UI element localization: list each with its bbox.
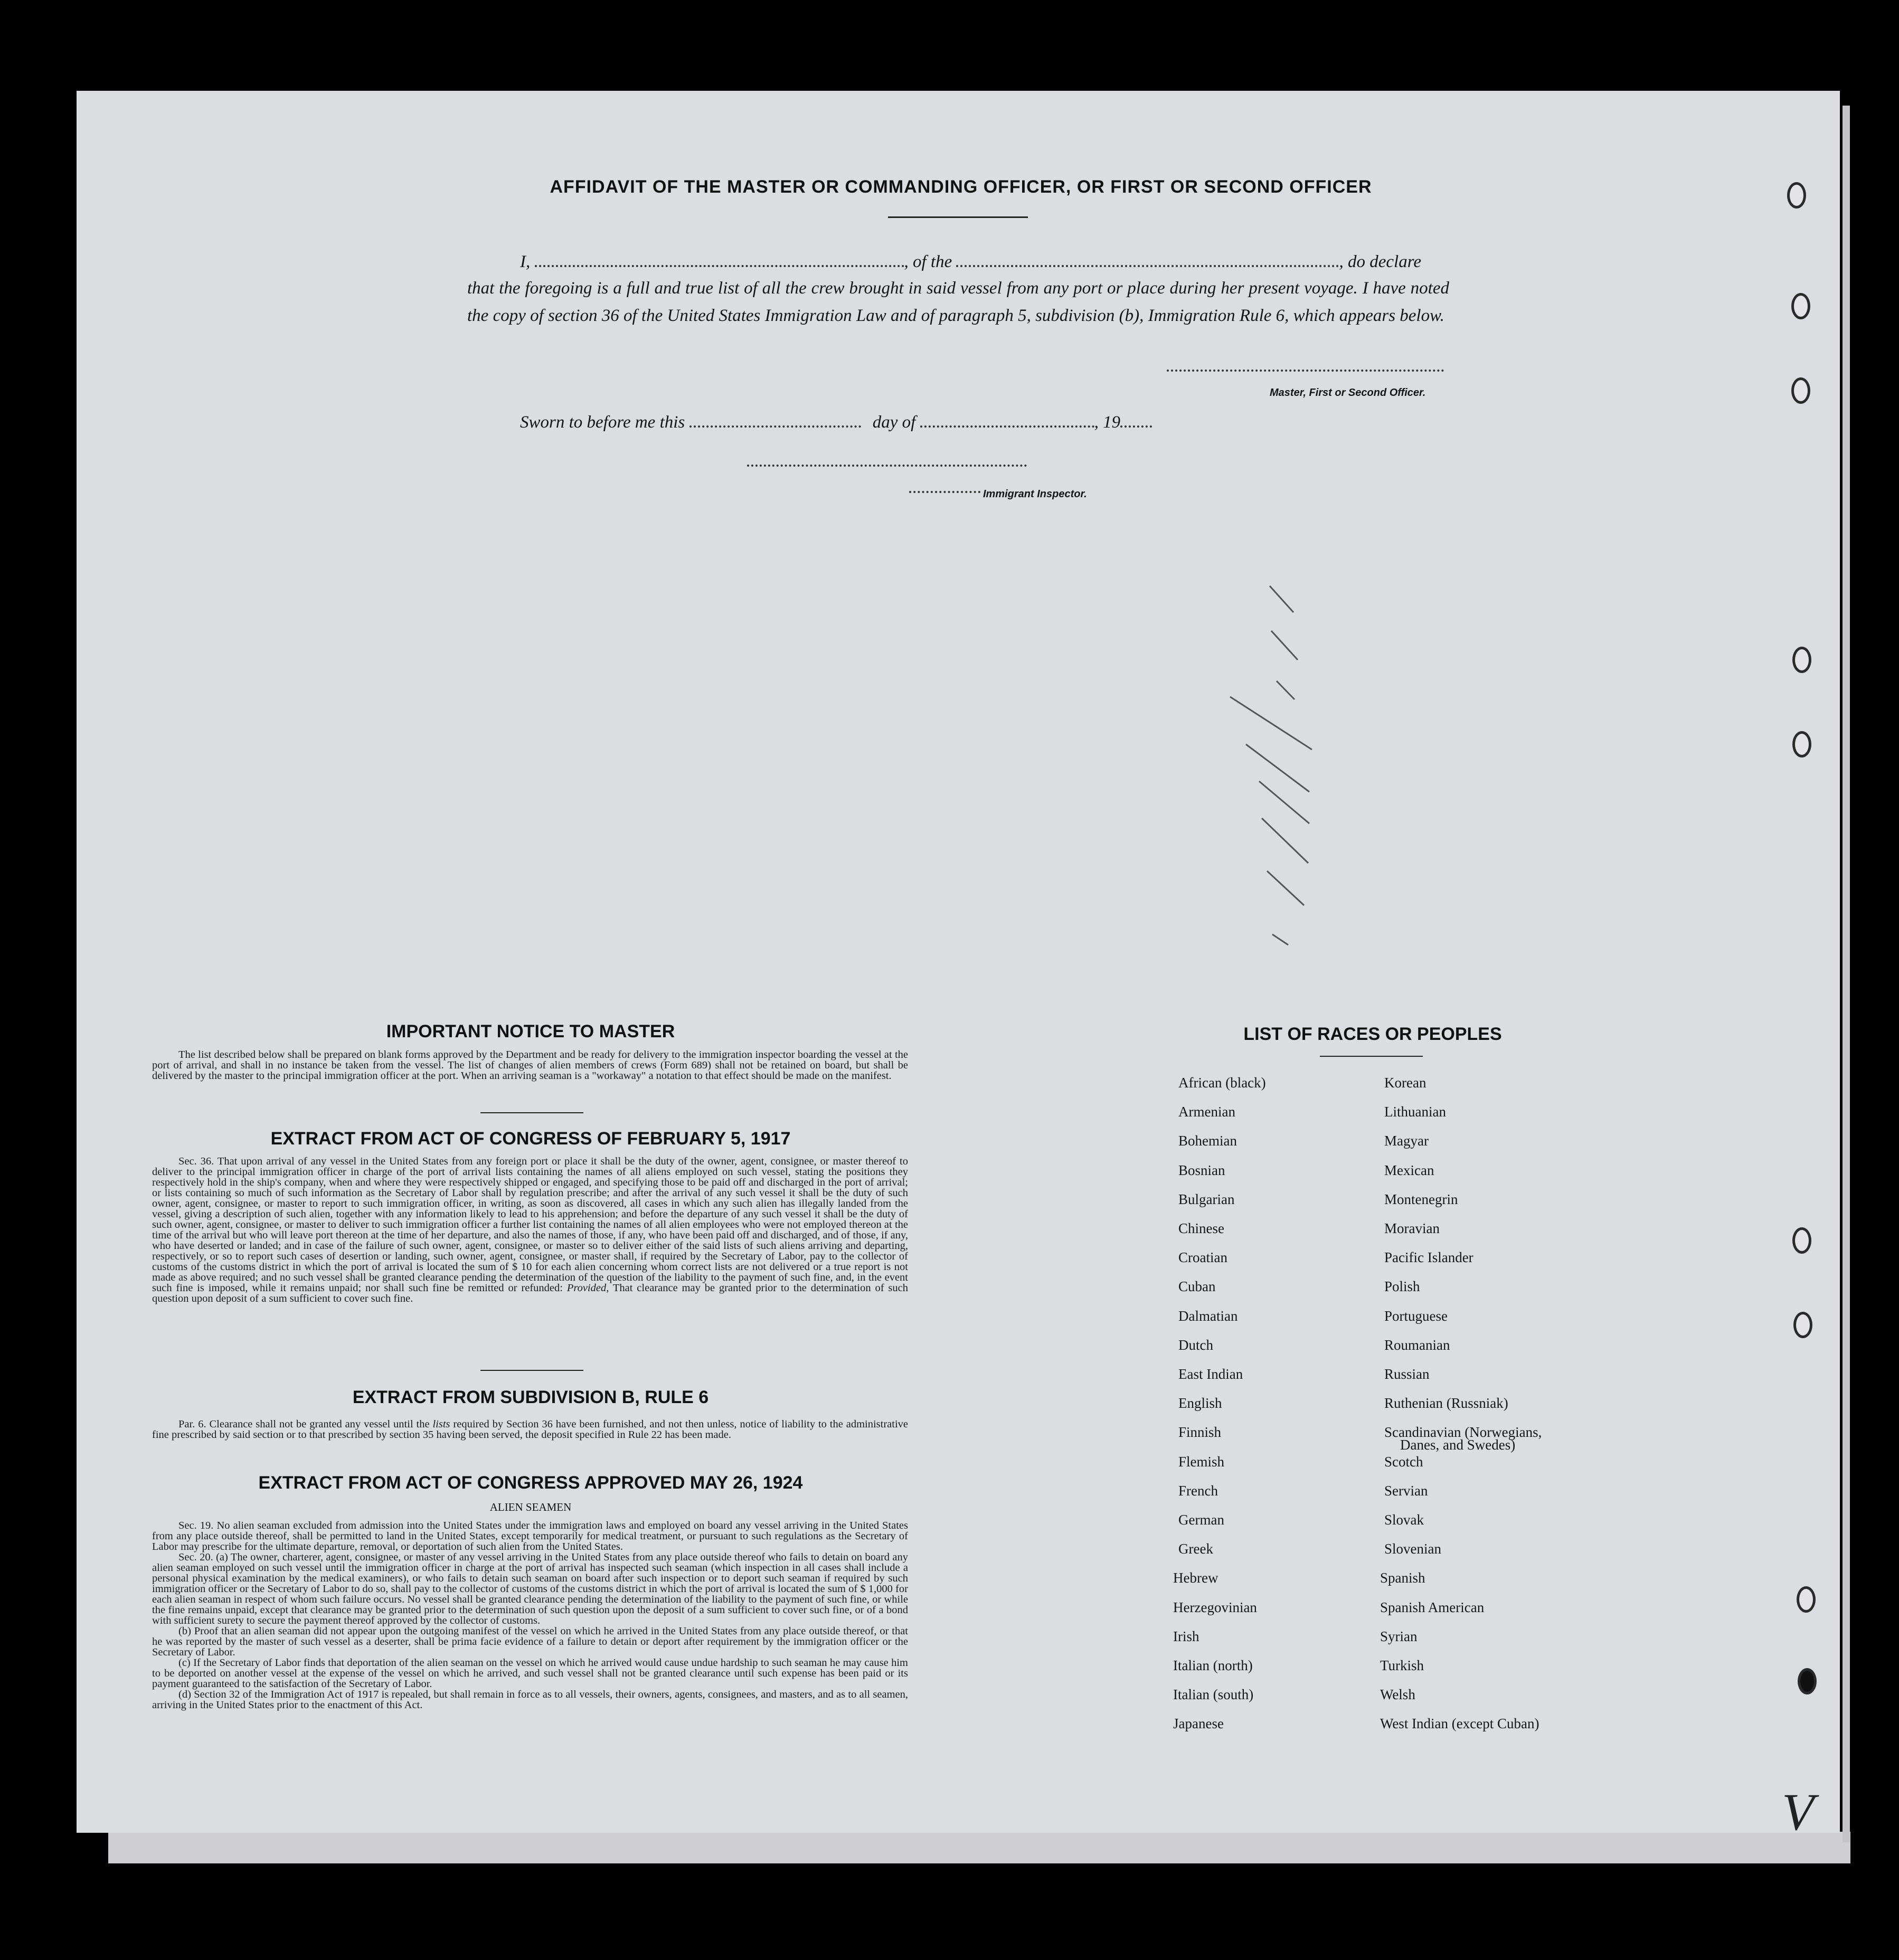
i-label: I, <box>520 252 531 271</box>
binder-hole <box>1792 1227 1811 1254</box>
notice-body <box>152 1049 908 1081</box>
pencil-stroke <box>1271 631 1298 660</box>
race-item: Cuban <box>1178 1279 1216 1295</box>
race-item: Italian (south) <box>1173 1687 1254 1703</box>
affidavit-body <box>467 274 1449 329</box>
notice-text: The list described below shall be prepared on blank forms approved by the Department and be ready for delivery to the immigration inspector boarding the vessel at the port of arrival, and shall in no instance be taken from the vessel. The list of changes of alien members of crews (Form 689) shall not be retained on board, but shall be delivered by the master to the principal immigration officer at the port. When an arriving seaman is a "workaway" a notation to that effect should be made on the manifest. <box>152 1049 908 1082</box>
race-item: Montenegrin <box>1384 1191 1458 1207</box>
race-item: Spanish American <box>1380 1599 1485 1615</box>
race-item: Slovak <box>1384 1512 1424 1528</box>
race-item: Welsh <box>1380 1687 1415 1703</box>
sec36-text: Sec. 36. That upon arrival of any vessel in the United States from any foreign port or place it shall be the duty of the owner, agent, consignee, or master thereof to deliver to the principal immigration officer in charge of the port of arrival lists containing the names of all aliens employed on such vessel, stating the positions they respectively hold in the ship's company, when and where they were respectively shipped or engaged, and specifying those to be paid off and discharged in the port of arrival; or lists containing so much of such information as the Secretary of Labor shall by regulation prescribe; and after the arrival of any such vessel it shall be the duty of such owner, agent, consignee, or master to report to such immigration officer, in writing, as soon as discovered, all cases in which any such alien has illegally landed from the vessel, giving a description of such alien, together with any information likely to lead to his apprehension; and before the departure of any such vessel it shall be the duty of such owner, agent, consignee, or master to deliver to such immigration officer a further list containing the names of all alien employees who were not employed thereon at the time of the arrival but who will leave port thereon at the time of her departure, and also the names of those, if any, who have been paid off and discharged, and of those, if any, who have deserted or landed; and in case of the failure of such owner, agent, consignee, or master so to deliver either of the said lists of such aliens arriving and departing, respectively, or so to report such cases of desertion or landing, such owner, agent, consignee, or master shall, if required by the Secretary of Labor, pay to the collector of customs of the customs district in which the port of arrival is located the sum of $ 10 for each alien concerning whom correct lists are not delivered or a true report is not made as above required; and no such vessel shall be granted clearance pending the determination of the question of the liability to the payment of such fine, and, in the event such fine is imposed, while it remains unpaid; nor shall such fine be remitted or refunded: <box>152 1156 908 1294</box>
sworn-year-field[interactable] <box>1120 425 1152 428</box>
pencil-stroke <box>1272 934 1288 945</box>
race-item: Servian <box>1384 1482 1428 1499</box>
race-item: Croatian <box>1178 1249 1227 1266</box>
pencil-stroke <box>1262 818 1308 863</box>
race-item: Polish <box>1384 1279 1420 1295</box>
sworn-day-field[interactable] <box>689 425 861 428</box>
pencil-stroke <box>1259 781 1309 823</box>
par6-text-end: required by Section 36 have been furnished, and not then unless, notice of liability to the administrative fine prescribed by said section or to that prescribed by section 35 having been served, the deposit specified in Rule 22 has been made. <box>152 1418 909 1441</box>
binder-hole <box>1793 1312 1812 1338</box>
extract-1917-title: EXTRACT FROM ACT OF CONGRESS OF FEBRUARY 5, 1917 <box>270 1129 791 1149</box>
race-item: West Indian (except Cuban) <box>1380 1716 1539 1732</box>
underlying-sheet <box>108 1832 1850 1863</box>
pencil-stroke <box>1277 681 1295 699</box>
race-item: Pacific Islander <box>1384 1249 1473 1266</box>
page-edge <box>1843 106 1850 1842</box>
race-item: Scotch <box>1384 1453 1423 1470</box>
race-item-continuation: Danes, and Swedes) <box>1400 1437 1516 1453</box>
section-rule <box>480 1370 583 1371</box>
race-item: German <box>1178 1512 1224 1528</box>
affidavit-title-rule <box>888 216 1028 218</box>
race-item: Lithuanian <box>1384 1104 1446 1120</box>
race-item: Chinese <box>1178 1220 1224 1236</box>
master-signature-field[interactable] <box>1167 370 1444 372</box>
race-item: Bohemian <box>1178 1133 1237 1149</box>
sworn-line <box>520 413 1152 432</box>
race-item: Finnish <box>1178 1424 1222 1441</box>
extract-1924-title: EXTRACT FROM ACT OF CONGRESS APPROVED MAY 26, 1924 <box>258 1473 803 1493</box>
race-item: Russian <box>1384 1366 1430 1382</box>
race-item: Japanese <box>1173 1716 1224 1732</box>
race-item: English <box>1178 1395 1222 1412</box>
binder-hole <box>1797 1586 1816 1613</box>
binder-hole <box>1792 647 1811 673</box>
binder-hole <box>1792 731 1811 758</box>
sec36-text-end: That clearance may be granted prior to the determination of such question upon deposit of a sum sufficient to cover such fine. <box>152 1282 909 1304</box>
race-item: Herzegovinian <box>1173 1599 1257 1615</box>
race-item: Spanish <box>1380 1570 1425 1586</box>
lists-word: lists <box>432 1418 450 1430</box>
handwritten-check-mark <box>1782 1782 1814 1842</box>
sec20b-text: (b) Proof that an alien seaman did not appear upon the outgoing manifest of the vessel on which he arrived in the United States from any place outside thereof, or that he was reported by the master of such vessel as a deserter, shall be prima facie evidence of a failure to detain or deport after requirement by the immigration officer or the Secretary of Labor. <box>152 1625 908 1658</box>
inspector-prefix-field[interactable] <box>909 491 980 493</box>
race-item: Magyar <box>1384 1133 1429 1149</box>
day-of-label: day of <box>872 413 916 432</box>
race-item: Mexican <box>1384 1162 1434 1178</box>
notice-title: IMPORTANT NOTICE TO MASTER <box>386 1021 675 1041</box>
race-item: Italian (north) <box>1173 1658 1253 1673</box>
pencil-strokes <box>1214 575 1330 987</box>
sworn-month-field[interactable] <box>920 425 1094 428</box>
race-item: Roumanian <box>1384 1337 1450 1353</box>
alien-seamen-subtitle: ALIEN SEAMEN <box>489 1501 572 1513</box>
race-item: Irish <box>1173 1628 1199 1644</box>
race-item: Bulgarian <box>1178 1191 1235 1207</box>
extract-1924-body <box>152 1520 908 1710</box>
sec19-text: Sec. 19. No alien seaman excluded from admission into the United States under the immigration laws and employed on board any vessel arriving in the United States from any place outside thereof, shall be permitted to land in the United States, except temporarily for medical treatment, or pursuant to such regulations as the Secretary of Labor may prescribe for the ultimate departure, removal, or deportation of such alien from the United States. <box>152 1520 908 1552</box>
check-mark-text: V <box>1782 1783 1815 1841</box>
vessel-name-field[interactable] <box>956 265 1339 267</box>
race-item: Scandinavian (Norwegians, <box>1384 1424 1542 1441</box>
inspector-caption: Immigrant Inspector. <box>983 488 1087 500</box>
sec20d-text: (d) Section 32 of the Immigration Act of 1917 is repealed, but shall remain in force as to all vessels, their owners, agents, consignees, and masters, and as to all seamen, arriving in the United States prior to the enactment of this Act. <box>152 1689 908 1711</box>
race-item: Turkish <box>1380 1658 1424 1673</box>
race-item: Hebrew <box>1173 1570 1218 1586</box>
race-item: Flemish <box>1178 1453 1225 1470</box>
binder-hole <box>1791 377 1810 404</box>
pencil-stroke <box>1270 586 1293 612</box>
sec20a-text: Sec. 20. (a) The owner, charterer, agent, consignee, or master of any vessel arriving in the United States from any place outside thereof who fails to detain on board any alien seaman employed on such vessel until the immigration officer in charge at the port of arrival has inspected such seaman (which inspection in all cases shall include a personal physical examination by the medical examiners), or who fails to detain such seaman on board after such inspection or to deport such seaman if required by such immigration officer or the Secretary of Labor to do so, shall pay to the collector of customs of the customs district in which the port of arrival is located the sum of $ 1,000 for each alien seaman in respect of whom such failure occurs. No vessel shall be granted clearance pending the determination of the liability to the payment of such fine, or while the fine remains unpaid, except that clearance may be granted prior to the determination of such question upon the deposit of a sum sufficient to cover such fine, or of a bond with sufficient surety to secure the payment thereof approved by the collector of customs. <box>152 1551 908 1626</box>
race-item: Dutch <box>1178 1337 1213 1353</box>
race-item: Syrian <box>1380 1628 1418 1644</box>
officer-name-field[interactable] <box>535 265 904 267</box>
race-item: Dalmatian <box>1178 1308 1238 1324</box>
race-item: Greek <box>1178 1541 1213 1557</box>
inspector-signature-field[interactable] <box>747 465 1027 467</box>
race-item: Bosnian <box>1178 1162 1225 1178</box>
race-item: Korean <box>1384 1075 1426 1091</box>
races-title-rule <box>1320 1056 1423 1057</box>
race-item: Slovenian <box>1384 1541 1441 1557</box>
proviso-word: Provided, <box>566 1282 609 1294</box>
pencil-stroke <box>1230 697 1312 750</box>
race-item: East Indian <box>1178 1366 1243 1382</box>
declaration-line <box>520 252 1421 272</box>
pencil-stroke <box>1267 871 1304 905</box>
binder-hole <box>1798 1668 1817 1694</box>
year-prefix: , 19 <box>1094 413 1121 432</box>
extract-rule6-body <box>152 1419 908 1440</box>
affidavit-text: that the foregoing is a full and true list of all the crew brought in said vessel from any port or place during her present voyage. I have noted the copy of section 36 of the United States Immigration Law and of paragraph 5, subdivision (b), Immigration Rule 6, which appears below. <box>467 279 1449 325</box>
section-rule <box>480 1112 583 1113</box>
of-the-label: , of the <box>904 252 952 271</box>
binder-hole <box>1791 293 1810 319</box>
race-item: Armenian <box>1178 1104 1235 1120</box>
race-item: Moravian <box>1384 1220 1440 1236</box>
races-title: LIST OF RACES OR PEOPLES <box>1243 1024 1502 1044</box>
race-item: French <box>1178 1482 1218 1499</box>
extract-1917-body <box>152 1156 908 1304</box>
pencil-stroke <box>1246 744 1309 792</box>
race-item: Ruthenian (Russniak) <box>1384 1395 1508 1412</box>
sworn-label: Sworn to before me this <box>520 413 685 432</box>
par6-text: Par. 6. Clearance shall not be granted any vessel until the <box>178 1418 430 1430</box>
race-item: African (black) <box>1178 1075 1266 1091</box>
sec20c-text: (c) If the Secretary of Labor finds that deportation of the alien seaman on the vessel on which he arrived would cause undue hardship to such seaman he may cause him to be deported on another vessel at the expense of the vessel on which he arrived, and such vessel shall not be granted clearance until such expense has been paid or its payment guaranteed to the satisfaction of the Secretary of Labor. <box>152 1657 908 1690</box>
affidavit-title: AFFIDAVIT OF THE MASTER OR COMMANDING OFFICER, OR FIRST OR SECOND OFFICER <box>550 177 1372 197</box>
master-signature-caption: Master, First or Second Officer. <box>1270 387 1426 399</box>
extract-rule6-title: EXTRACT FROM SUBDIVISION B, RULE 6 <box>352 1387 709 1407</box>
do-declare-label: , do declare <box>1339 252 1421 271</box>
binder-hole <box>1787 182 1806 209</box>
race-item: Portuguese <box>1384 1308 1448 1324</box>
